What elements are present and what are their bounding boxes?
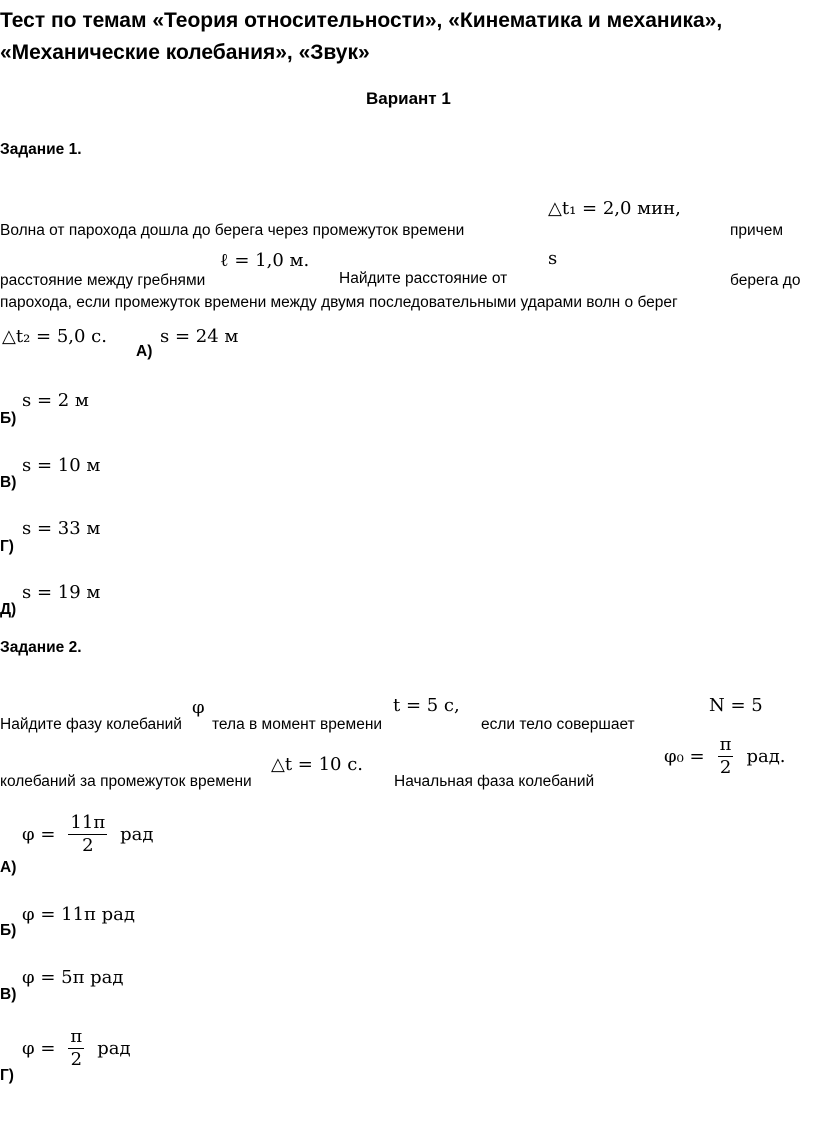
page-title-line2: «Механические колебания», «Звук» bbox=[0, 41, 370, 64]
task2-option-a-label: А) bbox=[0, 859, 17, 876]
option-a-numerator: 11π bbox=[70, 812, 106, 833]
option-a-fraction bbox=[68, 814, 107, 855]
page-title: Тест по темам «Теория относительности», «Кинематика и механика», bbox=[0, 9, 723, 32]
task2-text-c: если тело совершает bbox=[481, 716, 635, 733]
task1-heading: Задание 1. bbox=[0, 141, 82, 158]
task2-option-a-formula bbox=[22, 814, 154, 855]
task2-formula-dt: △t = 10 с. bbox=[271, 754, 364, 775]
option-a-lhs: φ = bbox=[22, 824, 56, 845]
task1-text-e: берега до bbox=[730, 272, 801, 289]
task2-text-a: Найдите фазу колебаний bbox=[0, 716, 182, 733]
task2-formula-phi: φ bbox=[192, 697, 205, 718]
option-d-denominator: 2 bbox=[70, 1049, 83, 1070]
task1-option-b-label: Б) bbox=[0, 410, 17, 427]
task2-text-b: тела в момент времени bbox=[212, 716, 383, 733]
option-d-fraction bbox=[68, 1028, 84, 1069]
task2-option-c-label: В) bbox=[0, 986, 17, 1003]
task1-option-c-label: В) bbox=[0, 474, 17, 491]
task1-option-a-formula: s = 24 м bbox=[160, 326, 239, 347]
task2-formula-phi0 bbox=[664, 736, 786, 777]
task1-formula-l: ℓ = 1,0 м. bbox=[220, 250, 310, 271]
option-a-denominator: 2 bbox=[82, 835, 94, 856]
task2-option-c-formula: φ = 5π рад bbox=[22, 967, 124, 988]
option-d-unit: рад bbox=[97, 1038, 131, 1059]
task2-option-b-label: Б) bbox=[0, 922, 17, 939]
option-d-numerator: π bbox=[70, 1026, 83, 1047]
task1-formula-dt1: △t₁ = 2,0 мин, bbox=[548, 198, 681, 219]
task1-text-a: Волна от парохода дошла до берега через промежуток времени bbox=[0, 222, 465, 239]
task2-formula-N: N = 5 bbox=[709, 695, 763, 716]
task1-text-f: парохода, если промежуток времени между двумя последовательными ударами волн о берег bbox=[0, 294, 678, 311]
task1-option-d-formula: s = 33 м bbox=[22, 518, 101, 539]
task1-option-d-label: Г) bbox=[0, 538, 14, 555]
task2-heading: Задание 2. bbox=[0, 639, 82, 656]
task1-text-c: расстояние между гребнями bbox=[0, 272, 206, 289]
task1-option-e-label: Д) bbox=[0, 601, 17, 618]
option-d-lhs: φ = bbox=[22, 1038, 56, 1059]
task2-option-d-label: Г) bbox=[0, 1067, 14, 1084]
task2-option-b-formula: φ = 11π рад bbox=[22, 904, 135, 925]
task1-option-a-label: А) bbox=[136, 343, 153, 360]
task2-formula-t: t = 5 с, bbox=[393, 695, 460, 716]
task1-text-b: причем bbox=[730, 222, 784, 239]
task2-text-d: колебаний за промежуток времени bbox=[0, 773, 252, 790]
task1-option-b-formula: s = 2 м bbox=[22, 390, 89, 411]
phi0-denominator: 2 bbox=[719, 757, 732, 778]
task2-text-e: Начальная фаза колебаний bbox=[394, 773, 595, 790]
task1-option-e-formula: s = 19 м bbox=[22, 582, 101, 603]
phi0-fraction bbox=[718, 736, 734, 777]
option-a-unit: рад bbox=[120, 824, 154, 845]
task1-text-d: Найдите расстояние от bbox=[339, 270, 508, 287]
task2-option-d-formula bbox=[22, 1028, 131, 1069]
variant-heading: Вариант 1 bbox=[366, 89, 451, 108]
task1-option-c-formula: s = 10 м bbox=[22, 455, 101, 476]
phi0-unit: рад. bbox=[746, 746, 786, 767]
task1-formula-s: s bbox=[548, 248, 558, 269]
phi0-numerator: π bbox=[719, 734, 732, 755]
phi0-lhs: φ₀ = bbox=[664, 746, 705, 767]
task1-formula-dt2: △t₂ = 5,0 с. bbox=[2, 326, 107, 347]
